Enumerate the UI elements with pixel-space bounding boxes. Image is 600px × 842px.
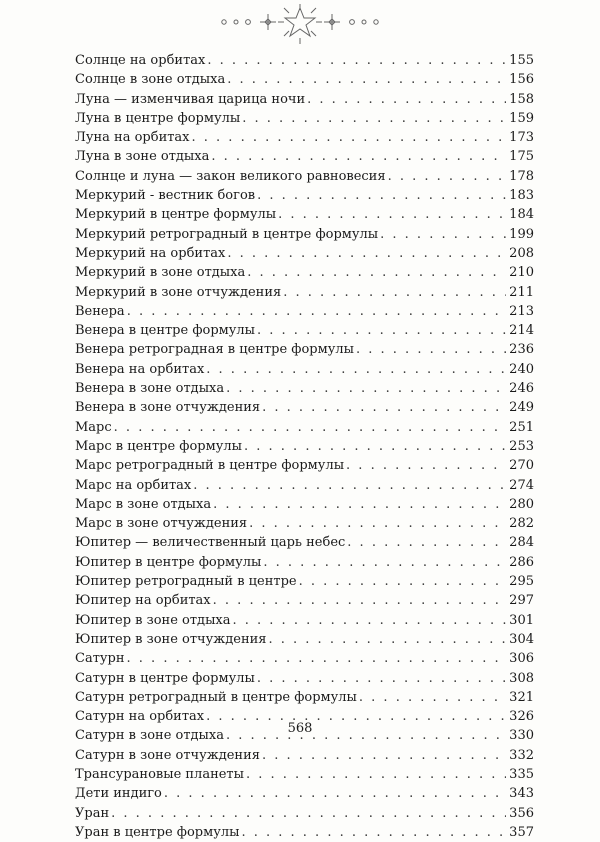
toc-entry <box>75 70 534 89</box>
toc-entry-title: Марс ретроградный в центре формулы <box>75 458 345 474</box>
toc-entry-title: Меркурий ретроградный в центре формулы <box>75 226 379 242</box>
dot-leader <box>241 823 506 842</box>
toc-entry-page: 240 <box>509 361 534 377</box>
toc-entry <box>75 225 534 244</box>
toc-entry <box>75 418 534 437</box>
dot-leader <box>307 90 506 109</box>
toc-entry-page: 158 <box>509 91 534 107</box>
toc-entry-title: Юпитер в центре формулы <box>75 554 262 570</box>
toc-entry-title: Сатурн на орбитах <box>75 709 205 725</box>
dot-leader <box>283 283 506 302</box>
toc-entry-page: 183 <box>509 188 534 204</box>
dot-leader <box>164 784 506 803</box>
dot-leader <box>213 495 506 514</box>
dot-leader <box>356 340 506 359</box>
toc-entry-title: Луна на орбитах <box>75 130 190 146</box>
toc-entry-title: Луна — изменчивая царица ночи <box>75 91 306 107</box>
toc-entry-page: 357 <box>509 824 534 840</box>
dot-leader <box>299 572 507 591</box>
dot-leader <box>359 688 506 707</box>
toc-entry-page: 326 <box>509 709 534 725</box>
toc-entry <box>75 437 534 456</box>
toc-entry-page: 356 <box>509 805 534 821</box>
dot-leader <box>242 109 506 128</box>
toc-entry-page: 301 <box>509 612 534 628</box>
dot-leader <box>227 244 506 263</box>
toc-entry-title: Меркурий в зоне отдыха <box>75 265 246 281</box>
toc-entry-title: Солнце на орбитах <box>75 53 206 68</box>
dot-leader <box>262 746 506 765</box>
dot-leader <box>244 437 506 456</box>
toc-entry-page: 211 <box>509 284 534 300</box>
toc-entry <box>75 340 534 359</box>
toc-entry-title: Марс в зоне отдыха <box>75 496 212 512</box>
dot-leader <box>380 225 506 244</box>
toc-entry-title: Сатурн <box>75 651 125 667</box>
toc-entry-page: 155 <box>509 53 534 68</box>
toc-entry-page: 253 <box>509 438 534 454</box>
toc-entry-title: Уран в центре формулы <box>75 824 240 840</box>
dot-leader <box>278 205 506 224</box>
toc-entry <box>75 109 534 128</box>
toc-entry <box>75 90 534 109</box>
dot-leader <box>213 591 507 610</box>
toc-entry-page: 304 <box>509 631 534 647</box>
toc-entry-title: Марс <box>75 419 112 435</box>
dot-leader <box>347 533 506 552</box>
star-ornament-icon <box>210 2 390 46</box>
toc-entry-title: Юпитер в зоне отдыха <box>75 612 231 628</box>
toc-entry-page: 270 <box>509 458 534 474</box>
dot-leader <box>269 630 507 649</box>
toc-entry-page: 236 <box>509 342 534 358</box>
toc-entry-page: 297 <box>509 593 534 609</box>
toc-entry-title: Солнце в зоне отдыха <box>75 72 226 88</box>
toc-entry-page: 249 <box>509 400 534 416</box>
toc-entry <box>75 147 534 166</box>
dot-leader <box>227 70 506 89</box>
dot-leader <box>127 649 507 668</box>
toc-entry <box>75 514 534 533</box>
toc-entry-page: 306 <box>509 651 534 667</box>
toc-entry <box>75 167 534 186</box>
header-ornament <box>0 0 600 46</box>
toc-entry <box>75 244 534 263</box>
toc-entry-title: Дети индиго <box>75 786 162 802</box>
toc-entry-page: 159 <box>509 110 534 126</box>
toc-entry <box>75 784 534 803</box>
toc-entry <box>75 51 534 70</box>
dot-leader <box>111 804 506 823</box>
toc-entry-title: Трансурановые планеты <box>75 766 244 782</box>
dot-leader <box>206 360 506 379</box>
toc-entry <box>75 765 534 784</box>
toc-entry-title: Меркурий - вестник богов <box>75 188 256 204</box>
toc-entry <box>75 495 534 514</box>
toc-entry <box>75 804 534 823</box>
dot-leader <box>193 476 506 495</box>
toc-entry-title: Сатурн в центре формулы <box>75 670 255 686</box>
toc-entry-page: 295 <box>509 574 534 590</box>
toc-entry <box>75 263 534 282</box>
toc-entry-page: 286 <box>509 554 534 570</box>
toc-entry <box>75 688 534 707</box>
toc-entry <box>75 630 534 649</box>
toc-entry <box>75 456 534 475</box>
toc-entry-page: 210 <box>509 265 534 281</box>
toc-entry <box>75 533 534 552</box>
toc-entry-title: Луна в центре формулы <box>75 110 241 126</box>
toc-entry-title: Юпитер ретроградный в центре <box>75 574 297 590</box>
toc-entry <box>75 186 534 205</box>
toc-entry-title: Сатурн ретроградный в центре формулы <box>75 689 357 705</box>
toc-entry-page: 343 <box>509 786 534 802</box>
toc-entry <box>75 649 534 668</box>
toc-entry-title: Луна в зоне отдыха <box>75 149 210 165</box>
toc-entry <box>75 205 534 224</box>
dot-leader <box>246 765 506 784</box>
toc-entry-page: 321 <box>509 689 534 705</box>
dot-leader <box>233 611 507 630</box>
toc-entry <box>75 823 534 842</box>
toc-entry-page: 330 <box>509 728 534 744</box>
toc-entry-title: Марс в центре формулы <box>75 438 242 454</box>
toc-entry-page: 178 <box>509 168 534 184</box>
toc-entry <box>75 746 534 765</box>
toc-entry-page: 332 <box>509 747 534 763</box>
toc-entry-page: 173 <box>509 130 534 146</box>
toc-entry-page: 199 <box>509 226 534 242</box>
toc-entry <box>75 283 534 302</box>
toc-entry <box>75 360 534 379</box>
toc-entry-page: 213 <box>509 303 534 319</box>
dot-leader <box>114 418 507 437</box>
dot-leader <box>247 263 506 282</box>
toc-entry-title: Венера на орбитах <box>75 361 205 377</box>
dot-leader <box>211 147 506 166</box>
dot-leader <box>262 398 506 417</box>
toc-entry-page: 251 <box>509 419 534 435</box>
toc-entry-page: 156 <box>509 72 534 88</box>
dot-leader <box>226 379 506 398</box>
toc-entry-page: 308 <box>509 670 534 686</box>
dot-leader <box>388 167 507 186</box>
toc-entry <box>75 553 534 572</box>
toc-entry-title: Сатурн в зоне отдыха <box>75 728 224 744</box>
toc-entry-page: 335 <box>509 766 534 782</box>
toc-entry <box>75 669 534 688</box>
toc-entry-title: Меркурий на орбитах <box>75 245 226 261</box>
toc-entry-title: Венера <box>75 303 125 319</box>
toc-entry-page: 175 <box>509 149 534 165</box>
toc-entry-page: 184 <box>509 207 534 223</box>
toc-entry <box>75 398 534 417</box>
toc-entry-title: Венера в зоне отдыха <box>75 381 225 397</box>
toc-entry-title: Меркурий в зоне отчуждения <box>75 284 282 300</box>
toc-entry <box>75 572 534 591</box>
toc-entry-page: 284 <box>509 535 534 551</box>
toc-entry-title: Венера в зоне отчуждения <box>75 400 261 416</box>
toc-entry-title: Марс в зоне отчуждения <box>75 516 248 532</box>
toc-entry-title: Юпитер на орбитах <box>75 593 211 609</box>
dot-leader <box>207 51 506 70</box>
toc-entry-page: 208 <box>509 245 534 261</box>
toc-entry-page: 214 <box>509 323 534 339</box>
dot-leader <box>257 186 506 205</box>
dot-leader <box>257 321 506 340</box>
toc-entry <box>75 611 534 630</box>
toc-entry-title: Венера ретроградная в центре формулы <box>75 342 354 358</box>
dot-leader <box>346 456 506 475</box>
dot-leader <box>249 514 506 533</box>
toc-entry-title: Марс на орбитах <box>75 477 192 493</box>
dot-leader <box>192 128 507 147</box>
page-number: 568 <box>287 721 313 736</box>
toc-entry-page: 274 <box>509 477 534 493</box>
dot-leader <box>127 302 506 321</box>
toc-entry <box>75 302 534 321</box>
toc-entry-page: 246 <box>509 381 534 397</box>
toc-entry-title: Солнце и луна — закон великого равновесия <box>75 168 386 184</box>
toc-entry-title: Юпитер — величественный царь небес <box>75 535 346 551</box>
dot-leader <box>263 553 506 572</box>
toc-entry-title: Меркурий в центре формулы <box>75 207 277 223</box>
toc-entry <box>75 321 534 340</box>
toc-entry <box>75 476 534 495</box>
toc-entry <box>75 128 534 147</box>
toc-entry-title: Юпитер в зоне отчуждения <box>75 631 267 647</box>
toc-entry-title: Уран <box>75 805 110 821</box>
toc-entry-title: Венера в центре формулы <box>75 323 256 339</box>
dot-leader <box>257 669 506 688</box>
toc-entry <box>75 591 534 610</box>
toc-entry-title: Сатурн в зоне отчуждения <box>75 747 260 763</box>
toc-entry-page: 282 <box>509 516 534 532</box>
toc-entry-page: 280 <box>509 496 534 512</box>
toc-entry <box>75 379 534 398</box>
